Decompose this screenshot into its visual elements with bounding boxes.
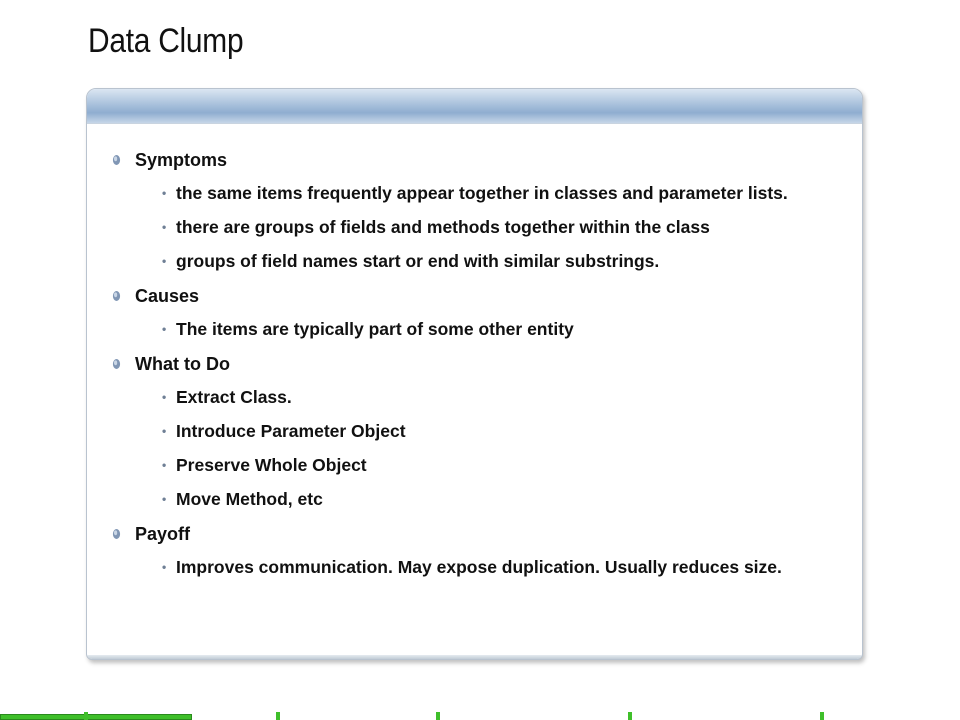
list-item <box>87 319 862 340</box>
bullet-dot-icon: • <box>162 390 167 404</box>
list-item-text: Move Method, etc <box>176 489 323 509</box>
sub-bullet-list <box>87 319 862 340</box>
panel-footer-edge <box>87 655 862 659</box>
section-heading-text: Symptoms <box>135 150 228 170</box>
bullet-dot-icon: • <box>162 424 167 438</box>
sub-bullet-list <box>87 183 862 272</box>
list-item <box>87 557 862 578</box>
section-heading-text: What to Do <box>135 354 230 374</box>
heading-bullet-icon <box>112 358 121 370</box>
section-symptoms <box>87 149 862 272</box>
section-heading <box>87 285 862 307</box>
bullet-dot-icon: • <box>162 458 167 472</box>
list-item-text: the same items frequently appear together in classes and parameter lists. <box>176 183 788 203</box>
sub-bullet-list <box>87 557 862 578</box>
progress-bar <box>0 714 192 720</box>
progress-marker <box>820 712 824 720</box>
list-item-text: The items are typically part of some other entity <box>176 319 574 339</box>
heading-bullet-icon <box>112 528 121 540</box>
list-item-text: Introduce Parameter Object <box>176 421 406 441</box>
list-item <box>87 455 862 476</box>
section-heading <box>87 149 862 171</box>
sub-bullet-list <box>87 387 862 510</box>
bullet-dot-icon: • <box>162 322 167 336</box>
section-heading <box>87 353 862 375</box>
content-panel <box>86 88 863 660</box>
list-item-text: Extract Class. <box>176 387 292 407</box>
list-item <box>87 421 862 442</box>
list-item-text: Improves communication. May expose duplication. Usually reduces size. <box>176 557 782 577</box>
list-item <box>87 251 862 272</box>
progress-marker <box>436 712 440 720</box>
list-item-text: there are groups of fields and methods together within the class <box>176 217 710 237</box>
section-heading <box>87 523 862 545</box>
panel-header-bar <box>87 89 862 124</box>
list-item-text: Preserve Whole Object <box>176 455 367 475</box>
list-item <box>87 489 862 510</box>
bullet-dot-icon: • <box>162 254 167 268</box>
bullet-list <box>87 149 862 591</box>
progress-marker <box>84 712 88 720</box>
list-item <box>87 183 862 204</box>
heading-bullet-icon <box>112 290 121 302</box>
progress-marker <box>628 712 632 720</box>
slide-title: Data Clump <box>88 22 244 60</box>
bullet-dot-icon: • <box>162 220 167 234</box>
list-item <box>87 217 862 238</box>
section-heading-text: Payoff <box>135 524 191 544</box>
heading-bullet-icon <box>112 154 121 166</box>
section-what-to-do <box>87 353 862 510</box>
progress-marker <box>276 712 280 720</box>
list-item <box>87 387 862 408</box>
bullet-dot-icon: • <box>162 186 167 200</box>
section-heading-text: Causes <box>135 286 200 306</box>
bullet-dot-icon: • <box>162 492 167 506</box>
bullet-dot-icon: • <box>162 560 167 574</box>
section-causes <box>87 285 862 340</box>
progress-strip <box>0 710 960 720</box>
list-item-text: groups of field names start or end with similar substrings. <box>176 251 660 271</box>
section-payoff <box>87 523 862 578</box>
